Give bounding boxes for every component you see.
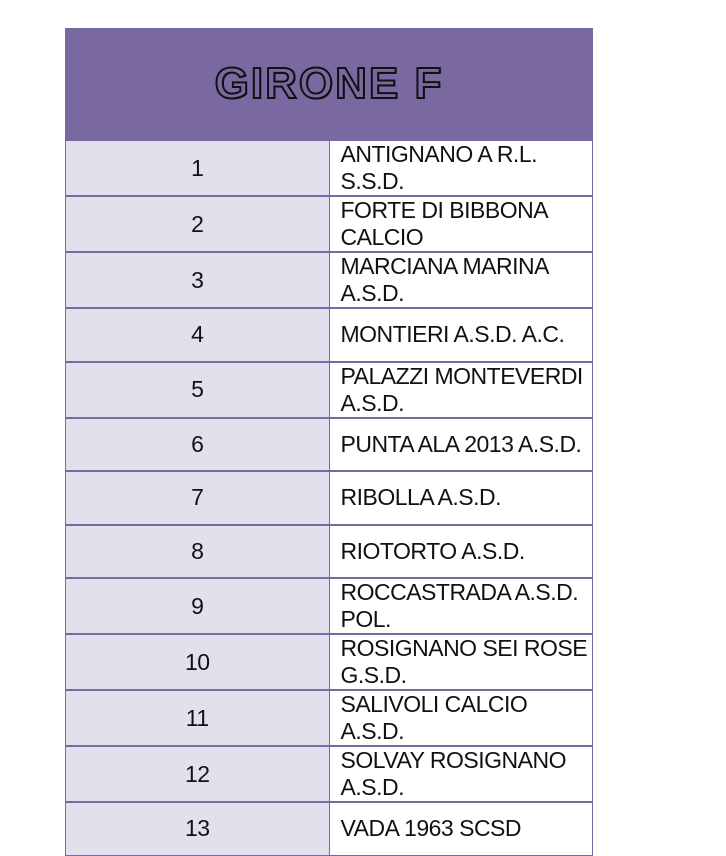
team-name: MONTIERI A.S.D. A.C.	[329, 308, 593, 362]
team-name: SOLVAY ROSIGNANO A.S.D.	[329, 746, 593, 802]
team-name: ANTIGNANO A R.L. S.S.D.	[329, 140, 593, 196]
table-row	[66, 418, 593, 472]
table-row	[66, 746, 593, 802]
team-name: PUNTA ALA 2013 A.S.D.	[329, 418, 593, 472]
team-number: 4	[66, 308, 330, 362]
table-row	[66, 578, 593, 634]
team-number: 8	[66, 525, 330, 579]
team-number: 10	[66, 634, 330, 690]
table-row	[66, 525, 593, 579]
team-name: MARCIANA MARINA A.S.D.	[329, 252, 593, 308]
girone-table	[65, 28, 593, 856]
team-name: FORTE DI BIBBONA CALCIO	[329, 196, 593, 252]
team-name: SALIVOLI CALCIO A.S.D.	[329, 690, 593, 746]
team-number: 1	[66, 140, 330, 196]
team-number: 2	[66, 196, 330, 252]
group-title: GIRONE F	[214, 59, 444, 108]
table-row	[66, 802, 593, 855]
header-cell	[66, 29, 593, 141]
team-number: 5	[66, 362, 330, 418]
team-number: 3	[66, 252, 330, 308]
team-list	[66, 140, 593, 855]
team-name: ROCCASTRADA A.S.D. POL.	[329, 578, 593, 634]
team-name: PALAZZI MONTEVERDI A.S.D.	[329, 362, 593, 418]
table-row	[66, 690, 593, 746]
team-name: RIBOLLA A.S.D.	[329, 471, 593, 525]
team-number: 9	[66, 578, 330, 634]
header-row	[66, 29, 593, 141]
table-row	[66, 634, 593, 690]
table-row	[66, 140, 593, 196]
table-row	[66, 362, 593, 418]
team-name: VADA 1963 SCSD	[329, 802, 593, 855]
team-name: RIOTORTO A.S.D.	[329, 525, 593, 579]
team-number: 12	[66, 746, 330, 802]
table-row	[66, 471, 593, 525]
table-row	[66, 252, 593, 308]
team-number: 11	[66, 690, 330, 746]
team-name: ROSIGNANO SEI ROSE G.S.D.	[329, 634, 593, 690]
team-number: 13	[66, 802, 330, 855]
table-row	[66, 196, 593, 252]
team-number: 7	[66, 471, 330, 525]
team-number: 6	[66, 418, 330, 472]
table-row	[66, 308, 593, 362]
